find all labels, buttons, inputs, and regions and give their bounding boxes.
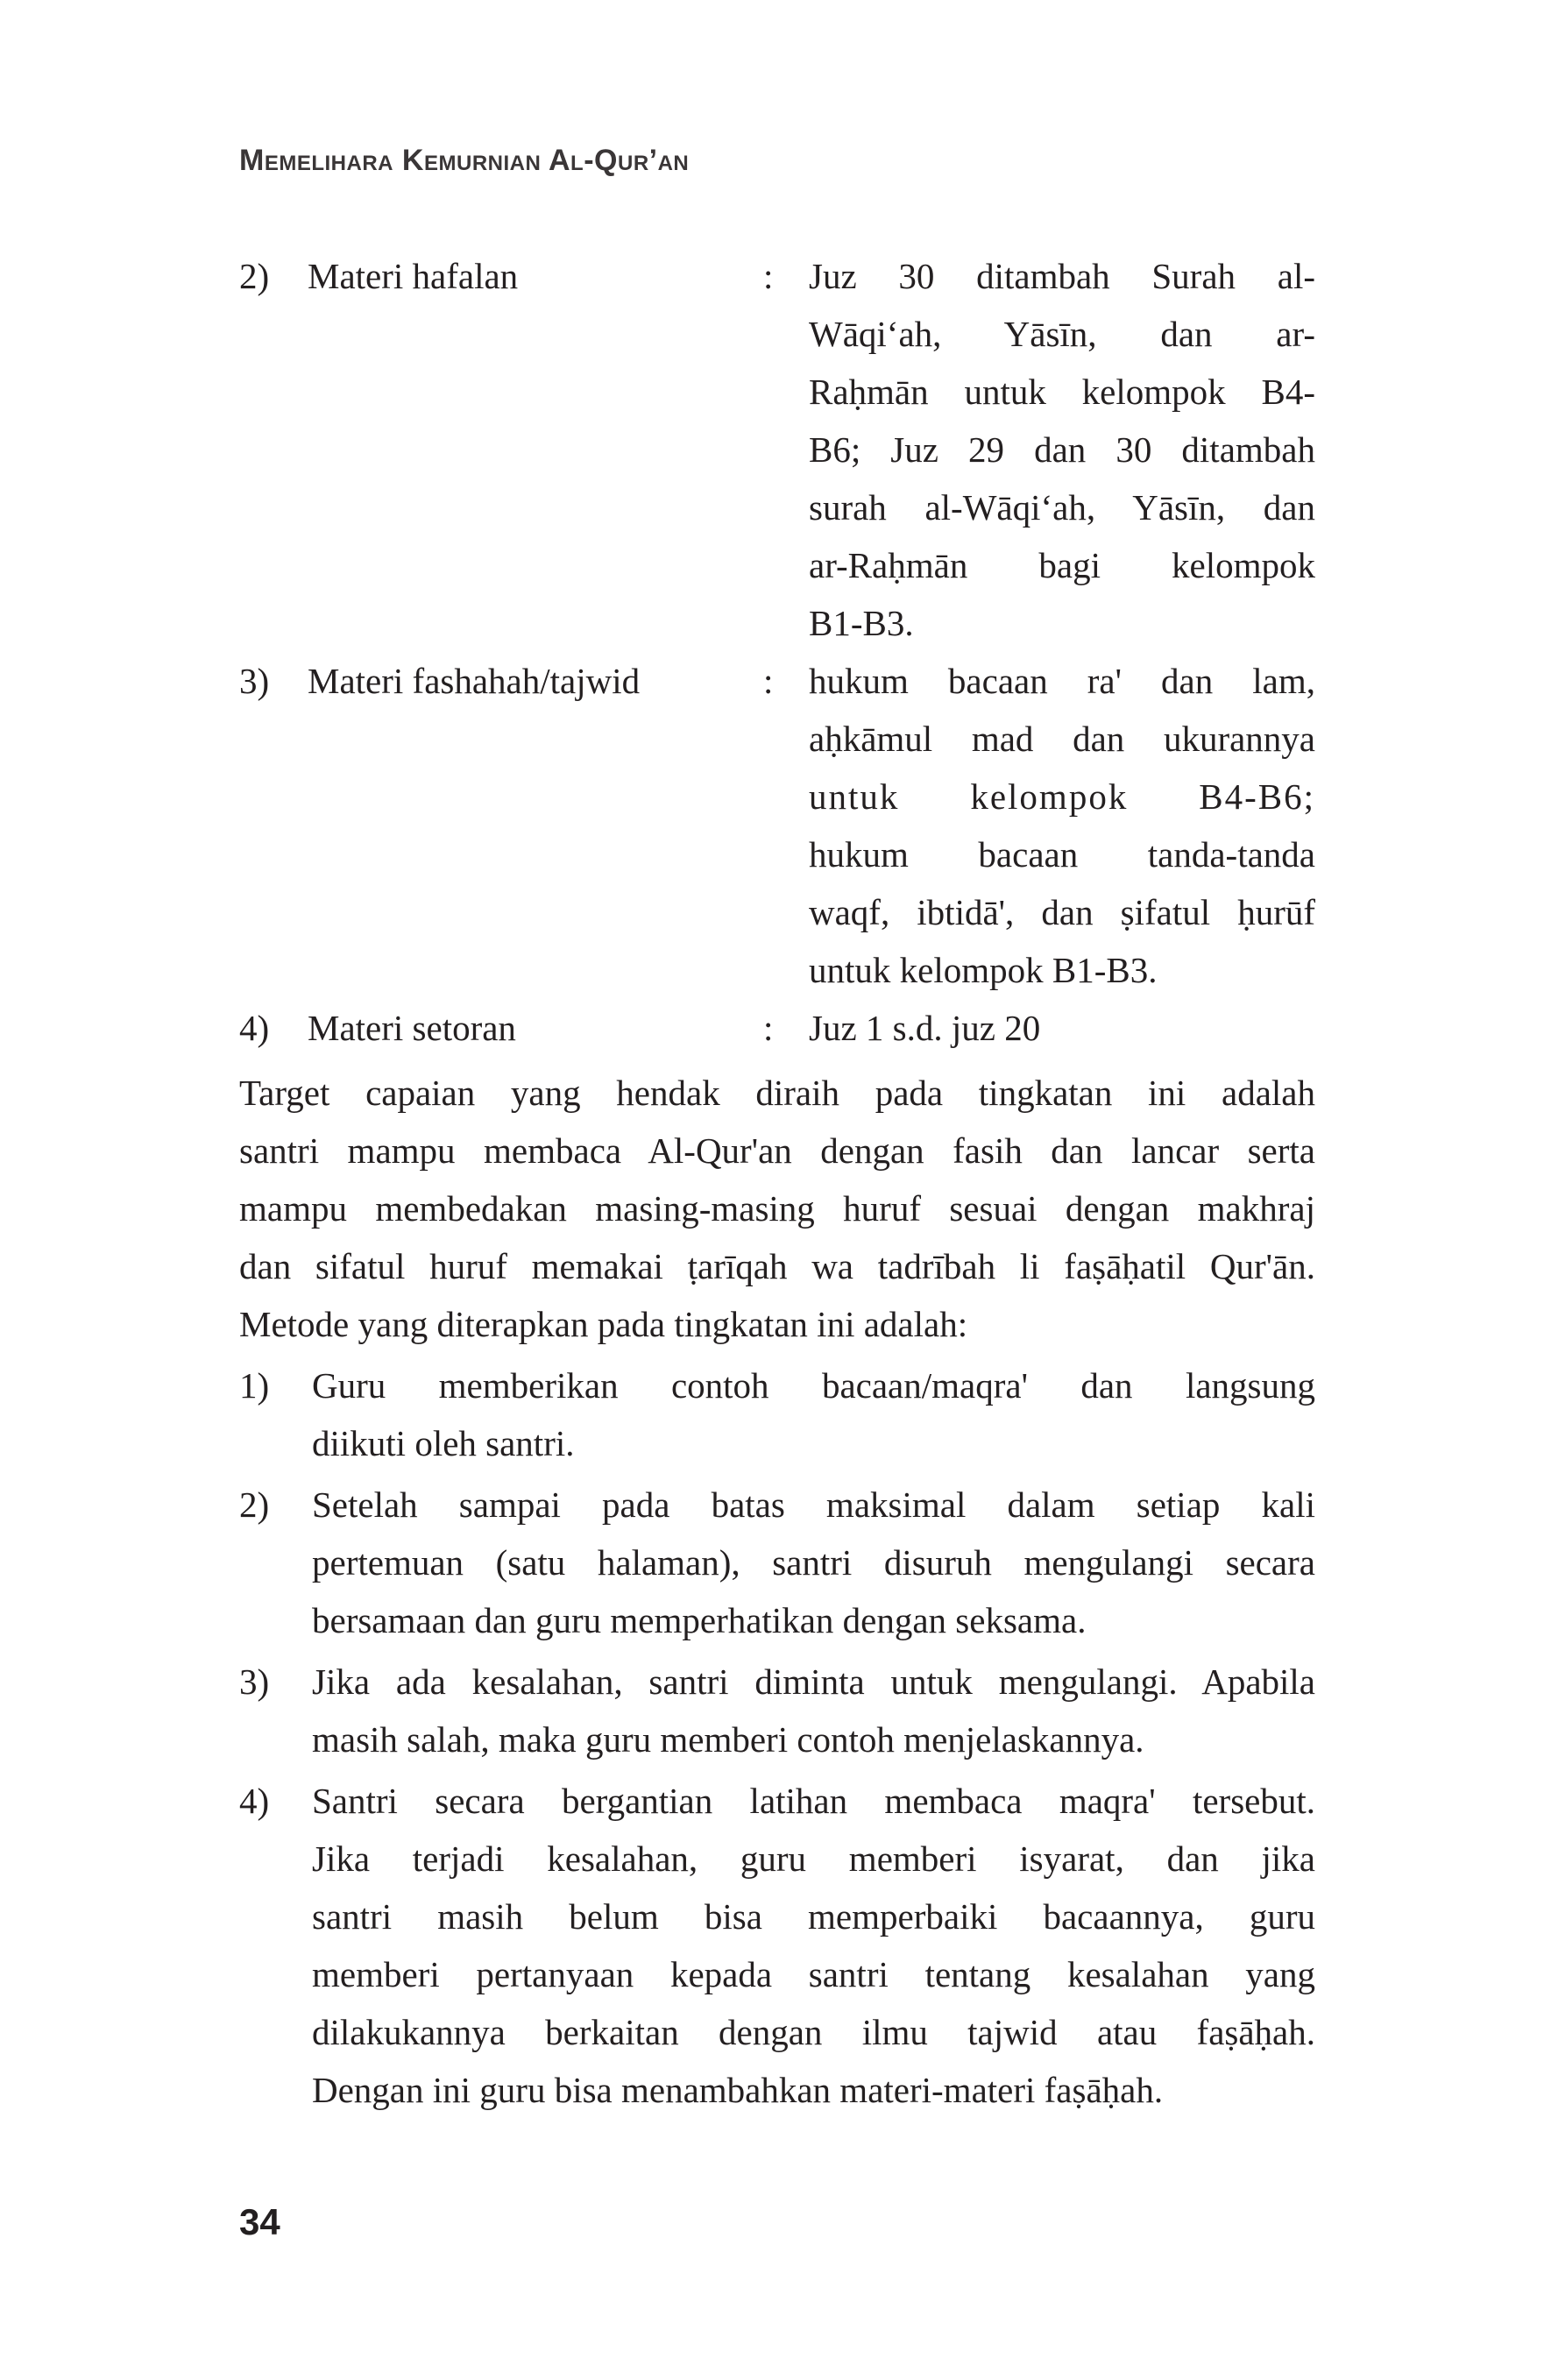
paragraph-line: Metode yang diterapkan pada tingkatan ini adalah: [239,1304,968,1344]
value-line: waqf, ibtidā', dan ṣifatul ḥurūf [809,892,1315,932]
row-value [809,999,1315,1057]
value-line: untuk kelompok B1-B3. [809,950,1158,990]
value-line: B6; Juz 29 dan 30 ditambah [809,429,1315,470]
list-item [239,1356,1315,1472]
step-line: memberi pertanyaan kepada santri tentang kesalahan yang [312,1954,1315,1994]
row-value [809,652,1315,999]
step-line: santri masih belum bisa memperbaiki bacaannya, guru [312,1896,1315,1937]
value-line: B1-B3. [809,603,914,643]
materi-row-fashahah [239,652,1315,999]
step-line: dilakukannya berkaitan dengan ilmu tajwid atau faṣāḥah. [312,2012,1315,2052]
row-number: 4) [239,1008,270,1048]
list-item [239,1772,1315,2119]
row-number: 3) [239,661,270,701]
row-colon: : [763,661,774,701]
value-line: Raḥmān untuk kelompok B4- [809,372,1315,412]
step-line: Jika terjadi kesalahan, guru memberi isyarat, dan jika [312,1838,1315,1879]
step-text [312,1653,1315,1768]
step-number: 3) [239,1661,270,1702]
row-label: Materi hafalan [308,256,519,296]
row-colon: : [763,256,774,296]
value-line: untuk kelompok B4-B6; [809,776,1315,817]
step-line: Santri secara bergantian latihan membaca maqra' tersebut. [312,1781,1315,1821]
row-label: Materi setoran [308,1008,516,1048]
row-value [809,247,1315,652]
step-line: pertemuan (satu halaman), santri disuruh mengulangi secara [312,1542,1315,1583]
value-line: Juz 30 ditambah Surah al- [809,256,1315,296]
step-line: Setelah sampai pada batas maksimal dalam setiap kali [312,1484,1315,1525]
step-number: 2) [239,1484,270,1525]
method-steps-list [239,1356,1315,2119]
step-text [312,1772,1315,2119]
value-line: surah al-Wāqi‘ah, Yāsīn, dan [809,487,1315,528]
paragraph-line: santri mampu membaca Al-Qur'an dengan fasih dan lancar serta [239,1130,1315,1171]
step-text [312,1476,1315,1649]
materi-row-hafalan [239,247,1315,652]
paragraph-line: dan sifatul huruf memakai ṭarīqah wa tadrībah li faṣāḥatil Qur'ān. [239,1246,1315,1286]
running-header [239,144,689,178]
value-line: Wāqi‘ah, Yāsīn, dan ar- [809,314,1315,354]
value-line: hukum bacaan ra' dan lam, [809,661,1315,701]
target-paragraph [239,1064,1315,1353]
value-line: ar-Raḥmān bagi kelompok [809,545,1315,585]
paragraph-line: mampu membedakan masing-masing huruf sesuai dengan makhraj [239,1188,1315,1229]
row-label: Materi fashahah/tajwid [308,661,641,701]
row-number: 2) [239,256,270,296]
step-line: diikuti oleh santri. [312,1423,575,1463]
value-line: aḥkāmul mad dan ukurannya [809,719,1315,759]
paragraph-line: Target capaian yang hendak diraih pada tingkatan ini adalah [239,1073,1315,1113]
page-body [239,247,1315,2119]
materi-row-setoran [239,999,1315,1057]
step-line: bersamaan dan guru memperhatikan dengan seksama. [312,1600,1087,1640]
row-colon: : [763,1008,774,1048]
value-line: hukum bacaan tanda-tanda [809,834,1315,875]
step-line: Guru memberikan contoh bacaan/maqra' dan langsung [312,1365,1315,1406]
running-title: Memelihara Kemurnian Al-Qur’an [239,144,690,177]
step-number: 1) [239,1365,270,1406]
step-line: Dengan ini guru bisa menambahkan materi-materi faṣāḥah. [312,2070,1164,2110]
step-number: 4) [239,1781,270,1821]
page-number: 34 [239,2201,280,2242]
step-text [312,1356,1315,1472]
step-line: Jika ada kesalahan, santri diminta untuk mengulangi. Apabila [312,1661,1315,1702]
step-line: masih salah, maka guru memberi contoh menjelaskannya. [312,1719,1144,1760]
value-line: Juz 1 s.d. juz 20 [809,1008,1041,1048]
list-item [239,1653,1315,1768]
list-item [239,1476,1315,1649]
